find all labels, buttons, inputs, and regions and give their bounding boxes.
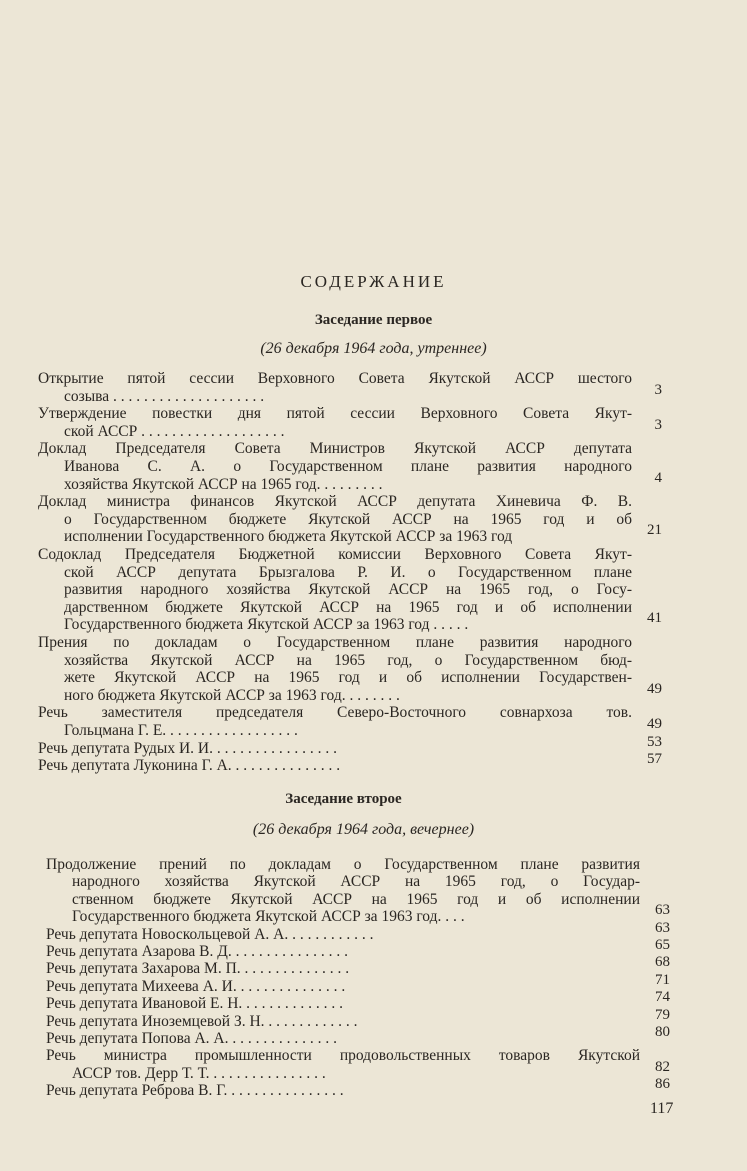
toc-page-number: 3 <box>654 417 662 433</box>
toc-page-number: 53 <box>647 734 662 750</box>
toc-page-number: 4 <box>654 470 662 486</box>
toc-entry-line: Речь депутата Ивановой Е. Н. . . . . . . . . . . . . . <box>46 995 344 1012</box>
toc-page-number: 21 <box>647 522 662 538</box>
toc-entry-line: Гольцмана Г. Е. . . . . . . . . . . . . . . . . . <box>64 722 298 739</box>
toc-entry-line: ного бюджета Якутской АССР за 1963 год. . . . . . . . <box>64 687 400 704</box>
toc-entry-line: Прения по докладам о Государственном плане развития народного <box>38 634 632 651</box>
toc-entry-line: Доклад министра финансов Якутской АССР депутата Хиневича Ф. В. <box>38 493 632 510</box>
toc-entry-line: Речь депутата Реброва В. Г. . . . . . . . . . . . . . . . <box>46 1082 344 1099</box>
toc-entry-line: Речь депутата Захарова М. П. . . . . . . . . . . . . . . <box>46 960 350 977</box>
toc-page-number: 82 <box>655 1059 670 1075</box>
toc-entry-line: Государственного бюджета Якутской АССР за 1963 год. . . . <box>72 908 465 925</box>
toc-page-number: 49 <box>647 681 662 697</box>
toc-entry-line: ственном бюджете Якутской АССР на 1965 год и об исполнении <box>72 891 640 908</box>
toc-entry-line: Содоклад Председателя Бюджетной комиссии Верховного Совета Якут- <box>38 546 632 563</box>
toc-entry-line: ской АССР . . . . . . . . . . . . . . . . . . . <box>64 423 285 440</box>
toc-entry-line: Государственного бюджета Якутской АССР за 1963 год . . . . . <box>64 616 469 633</box>
toc-page-number: 79 <box>655 1007 670 1023</box>
toc-entry-line: Открытие пятой сессии Верховного Совета Якутской АССР шестого <box>38 370 632 387</box>
page-number: 117 <box>650 1100 674 1117</box>
toc-entry-line: хозяйства Якутской АССР на 1965 год. . . . . . . . . <box>64 476 383 493</box>
toc-page-number: 41 <box>647 610 662 626</box>
toc-page-number: 63 <box>655 902 670 918</box>
toc-entry-line: Речь депутата Михеева А. И. . . . . . . . . . . . . . . <box>46 978 346 995</box>
toc-entry-line: Иванова С. А. о Государственном плане развития народного <box>64 458 632 475</box>
toc-entry-line: Речь министра промышленности продовольственных товаров Якутской <box>46 1047 640 1064</box>
toc-page-number: 3 <box>654 382 662 398</box>
toc-entry-line: Речь заместителя председателя Северо-Восточного совнархоза тов. <box>38 704 632 721</box>
session-2-title: Заседание второе <box>285 791 402 807</box>
toc-entry-line: Утверждение повестки дня пятой сессии Верховного Совета Якут- <box>38 405 632 422</box>
toc-page-number: 71 <box>655 972 670 988</box>
toc-entry-line: Доклад Председателя Совета Министров Якутской АССР депутата <box>38 440 632 457</box>
toc-page-number: 86 <box>655 1076 670 1092</box>
toc-page-number: 49 <box>647 716 662 732</box>
toc-page-number: 65 <box>655 937 670 953</box>
toc-entry-line: о Государственном бюджете Якутской АССР на 1965 год и об <box>64 511 632 528</box>
toc-entry-line: созыва . . . . . . . . . . . . . . . . . . . . <box>64 388 265 405</box>
toc-entry-line: ской АССР депутата Брызгалова Р. И. о Государственном плане <box>64 564 632 581</box>
toc-page-number: 57 <box>647 751 662 767</box>
session-1-subtitle: (26 декабря 1964 года, утреннее) <box>260 340 487 357</box>
table-of-contents-heading: СОДЕРЖАНИЕ <box>300 272 447 291</box>
toc-entry-line: Речь депутата Новоскольцевой А. А. . . . . . . . . . . . <box>46 926 374 943</box>
toc-entry-line: Речь депутата Рудых И. И. . . . . . . . . . . . . . . . . <box>38 740 337 757</box>
toc-entry-line: Продолжение прений по докладам о Государственном плане развития <box>46 856 640 873</box>
toc-page-number: 74 <box>655 989 670 1005</box>
toc-entry-line: жете Якутской АССР на 1965 год и об исполнении Государствен- <box>64 669 632 686</box>
toc-entry-line: исполнении Государственного бюджета Якутской АССР за 1963 год <box>64 528 513 545</box>
toc-entry-line: Речь депутата Иноземцевой З. Н. . . . . . . . . . . . . <box>46 1013 358 1030</box>
toc-entry-line: Речь депутата Азарова В. Д. . . . . . . . . . . . . . . . <box>46 943 348 960</box>
toc-entry-line: народного хозяйства Якутской АССР на 1965 год, о Государ- <box>72 873 640 890</box>
toc-entry-line: развития народного хозяйства Якутской АССР на 1965 год, о Госу- <box>64 581 632 598</box>
toc-page-number: 80 <box>655 1024 670 1040</box>
toc-page-number: 68 <box>655 954 670 970</box>
toc-entry-line: Речь депутата Попова А. А. . . . . . . . . . . . . . . <box>46 1030 337 1047</box>
session-2-subtitle: (26 декабря 1964 года, вечернее) <box>252 821 475 838</box>
toc-entry-line: дарственном бюджете Якутской АССР на 1965 год и об исполнении <box>64 599 632 616</box>
session-1-title: Заседание первое <box>314 312 433 328</box>
toc-entry-line: АССР тов. Дерр Т. Т. . . . . . . . . . . . . . . . <box>72 1065 326 1082</box>
toc-entry-line: Речь депутата Луконина Г. А. . . . . . . . . . . . . . . <box>38 757 341 774</box>
toc-page-number: 63 <box>655 920 670 936</box>
toc-entry-line: хозяйства Якутской АССР на 1965 год, о Государственном бюд- <box>64 652 632 669</box>
